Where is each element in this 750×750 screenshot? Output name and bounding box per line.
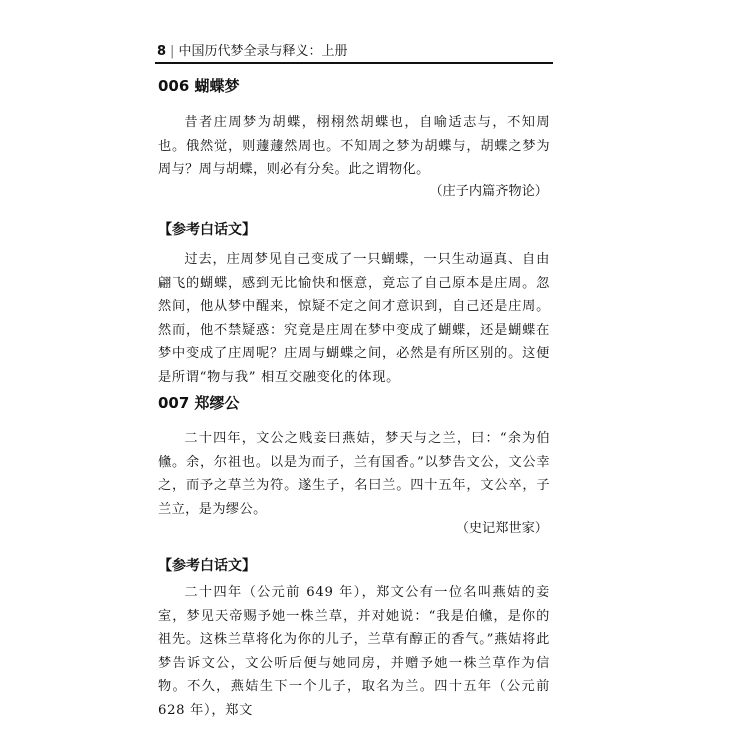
- book-title: 中国历代梦全录与释义：上册: [178, 44, 348, 59]
- reference-text: 二十四年（公元前 649 年），郑文公有一位名叫燕姞的妾室，梦见天帝赐予她一株兰草，并对她说：“我是伯儵，是你的祖先。这株兰草将化为你的儿子，兰草有醇正的香气。”燕姞将此梦告诉文公，文公听后便与她同房，并赠予她一株兰草作为信物。不久，燕姞生下一个儿子，取名为兰。四十五年（公元前 628 年），郑文: [158, 585, 550, 718]
- original-text: 昔者庄周梦为胡蝶，栩栩然胡蝶也，自喻适志与，不知周也。俄然觉，则蘧蘧然周也。不知周之梦为胡蝶与，胡蝶之梦为周与？周与胡蝶，则必有分矣。此之谓物化。: [158, 115, 550, 177]
- original-text: 二十四年，文公之贱妾曰燕姞，梦天与之兰，曰：“余为伯儵。余，尔祖也。以是为而子，兰有国香。”以梦告文公，文公幸之，而予之草兰为符。遂生子，名曰兰。四十五年，文公卒，子兰立，是为缪公。: [158, 431, 550, 517]
- reference-text-block: [158, 248, 550, 389]
- header-separator: |: [170, 44, 175, 59]
- section-007: [158, 393, 550, 413]
- source-block: [158, 182, 550, 202]
- reference-text: 过去，庄周梦见自己变成了一只蝴蝶，一只生动逼真、自由翩飞的蝴蝶，感到无比愉快和惬意，竟忘了自己原本是庄周。忽然间，他从梦中醒来，惊疑不定之间才意识到，自己还是庄周。然而，他不禁疑惑：究竟是庄周在梦中变成了蝴蝶，还是蝴蝶在梦中变成了庄周呢？庄周与蝴蝶之间，必然是有所区别的。这便是所谓“物与我” 相互交融变化的体现。: [158, 252, 550, 385]
- reference-heading: 【参考白话文】: [158, 222, 256, 238]
- original-text-block: [158, 111, 550, 182]
- section-title: 006 蝴蝶梦: [158, 77, 240, 95]
- reference-heading: 【参考白话文】: [158, 558, 256, 574]
- source-citation: （史记郑世家）: [455, 521, 548, 536]
- source-block: [158, 519, 550, 539]
- page-number: 8: [157, 44, 167, 59]
- section-title: 007 郑缪公: [158, 394, 240, 412]
- reference-heading-block: [158, 220, 550, 240]
- original-text-block: [158, 427, 550, 521]
- source-citation: （庄子内篇齐物论）: [429, 184, 548, 199]
- reference-text-block: [158, 581, 550, 722]
- reference-heading-block: [158, 556, 550, 576]
- section-006: [158, 76, 550, 96]
- header-rule: [155, 62, 553, 64]
- running-header: [157, 42, 550, 62]
